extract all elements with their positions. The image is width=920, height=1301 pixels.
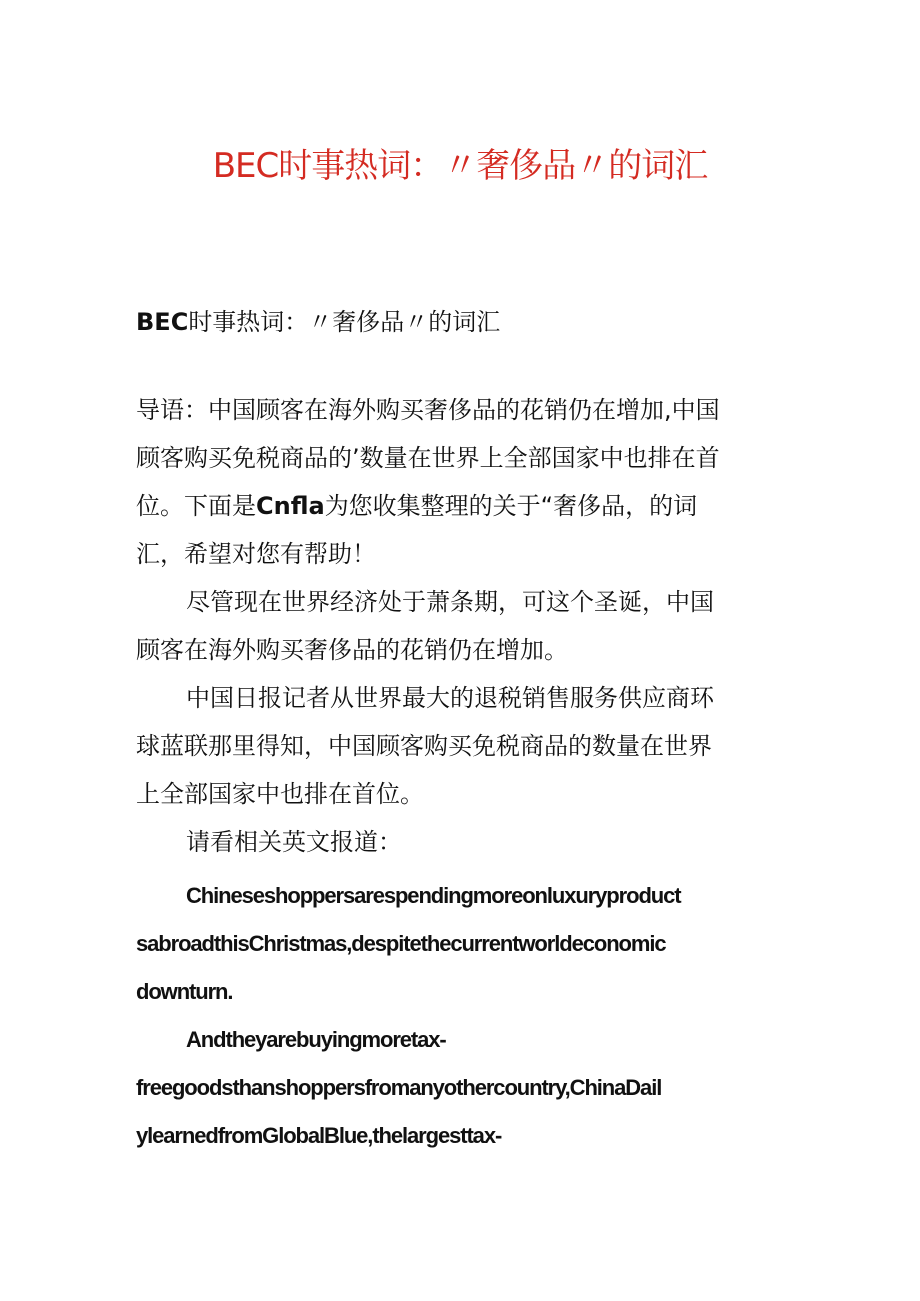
paragraph-2 [136, 674, 786, 818]
paragraph-line: 上全部国家中也排在首位。 [136, 780, 424, 808]
intro-paragraph [136, 386, 786, 578]
english-line: Chineseshoppersarespendingmoreonluxuryproduct [186, 883, 681, 908]
paragraph-line: 请看相关英文报道： [186, 828, 402, 856]
intro-text: 位。下面是 [136, 492, 256, 520]
english-paragraph-2 [136, 1016, 786, 1160]
intro-line: 顾客购买免税商品的’数量在世界上全部国家中也排在首 [136, 444, 720, 472]
english-line: freegoodsthanshoppersfromanyothercountry,ChinaDail [136, 1075, 662, 1100]
paragraph-line: 尽管现在世界经济处于萧条期，可这个圣诞，中国 [186, 588, 714, 616]
document-title: BEC时事热词：〃奢侈品〃的词汇 [212, 146, 708, 186]
english-line: downturn. [136, 979, 233, 1004]
english-line: sabroadthisChristmas,despitethecurrentworldeconomic [136, 931, 666, 956]
intro-line [136, 482, 786, 530]
paragraph-line: 顾客在海外购买奢侈品的花销仍在增加。 [136, 636, 568, 664]
paragraph-1 [136, 578, 786, 674]
english-paragraph-1 [136, 872, 786, 1016]
intro-line: 导语：中国顾客在海外购买奢侈品的花销仍在增加,中国 [136, 396, 720, 424]
english-line: Andtheyarebuyingmoretax- [186, 1027, 446, 1052]
brand-name: Cnfla [256, 492, 325, 520]
paragraph-line: 中国日报记者从世界最大的退税销售服务供应商环 [186, 684, 714, 712]
english-line: ylearnedfromGlobalBlue,thelargesttax- [136, 1123, 502, 1148]
paragraph-line: 球蓝联那里得知，中国顾客购买免税商品的数量在世界 [136, 732, 712, 760]
intro-line: 汇，希望对您有帮助！ [136, 540, 376, 568]
document-subtitle [136, 302, 500, 337]
subtitle-prefix: BEC [136, 308, 189, 336]
paragraph-3 [136, 818, 786, 866]
intro-text: 为您收集整理的关于“奢侈品，的词 [324, 492, 698, 520]
subtitle-text: 时事热词：〃奢侈品〃的词汇 [188, 308, 501, 336]
